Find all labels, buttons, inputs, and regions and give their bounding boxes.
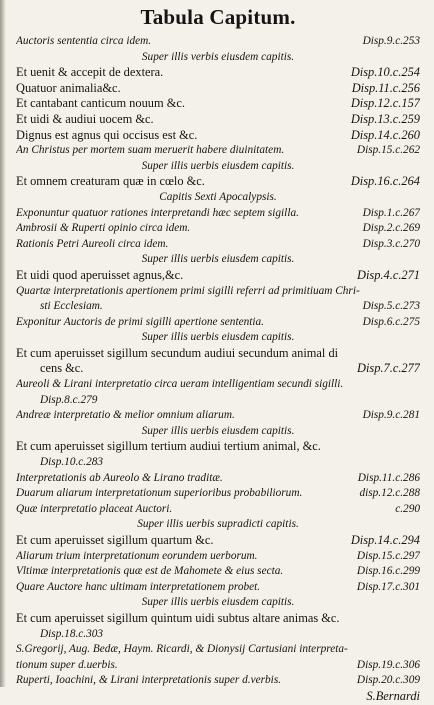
index-entry xyxy=(16,439,420,455)
entry-text: sti Ecclesiam. xyxy=(40,300,103,313)
entry-text: Aureoli & Lirani interpretatio circa ueram intelligentiam secundi sigilli. xyxy=(16,378,344,391)
index-entry xyxy=(16,268,420,284)
entry-reference: Disp.12.c.157 xyxy=(350,96,420,111)
index-entry xyxy=(16,206,420,222)
entry-text: Et uidi quod aperuisset agnus,&c. xyxy=(16,267,184,282)
index-entry xyxy=(16,502,420,518)
entry-reference: Disp.19.c.306 xyxy=(356,658,420,671)
entry-text: Et cum aperuisset sigillum tertium audiui tertium animal, &c. xyxy=(16,439,321,454)
index-entry xyxy=(16,34,420,50)
section-heading xyxy=(16,330,420,346)
entry-reference: Disp.11.c.256 xyxy=(351,80,420,95)
entry-reference: Disp.6.c.275 xyxy=(362,315,420,328)
entry-text: Et cum aperuisset sigillum quartum &c. xyxy=(16,533,214,547)
index-entry xyxy=(16,611,420,627)
index-entry xyxy=(16,580,420,596)
entry-text: cens &c. xyxy=(40,361,84,376)
index-entry xyxy=(16,455,420,471)
entry-text: Quare Auctore hanc ultimam interpretationem probet. xyxy=(16,580,261,593)
section-heading xyxy=(16,252,420,268)
section-heading xyxy=(16,595,420,611)
index-entry xyxy=(16,471,420,487)
entry-reference: Disp.15.c.297 xyxy=(356,549,420,562)
entry-text: Duarum aliarum interpretationum superioribus probabiliorum. xyxy=(16,487,303,500)
entry-reference: Disp.2.c.269 xyxy=(362,222,420,235)
entry-reference: Disp.14.c.260 xyxy=(350,127,420,142)
entry-reference: Disp.16.c.264 xyxy=(350,174,420,189)
entry-text: Et cum aperuisset sigillum secundum audiui secundum animal di xyxy=(16,345,339,360)
index-entry xyxy=(16,627,420,643)
entry-reference: Disp.13.c.259 xyxy=(350,111,420,126)
entry-reference: Disp.15.c.262 xyxy=(356,144,420,157)
index-entry xyxy=(16,377,420,393)
entry-text: Super illis uerbis supradicti capitis. xyxy=(137,518,299,531)
section-heading xyxy=(16,424,420,440)
index-entry xyxy=(16,486,420,502)
entry-text: Super illis uerbis eiusdem capitis. xyxy=(141,331,295,344)
page-title: Tabula Capitum. xyxy=(140,5,296,29)
section-heading xyxy=(16,517,420,533)
entry-text: Exponitur Auctoris de primi sigilli apertione sententia. xyxy=(16,315,264,328)
index-entry xyxy=(16,143,420,159)
index-entry xyxy=(16,65,420,81)
entry-reference: Disp.11.c.286 xyxy=(357,471,420,484)
entry-text: An Christus per mortem suam meruerit habere diuinitatem. xyxy=(16,144,285,157)
entry-text: Disp.18.c.303 xyxy=(40,627,104,640)
index-entry xyxy=(16,112,420,128)
entry-text: Et omnem creaturam quæ in cœlo &c. xyxy=(16,174,205,189)
index-entry xyxy=(16,174,420,190)
entry-text: Super illis verbis eiusdem capitis. xyxy=(141,50,295,63)
index-entry xyxy=(16,361,420,377)
index-entry xyxy=(16,408,420,424)
index-entry xyxy=(16,128,420,144)
entry-text: Dignus est agnus qui occisus est &c. xyxy=(16,127,198,142)
index-entry xyxy=(16,221,420,237)
entry-text: tionum super d.uerbis. xyxy=(16,658,118,671)
entry-text: Et uidi & audiui uocem &c. xyxy=(16,111,154,126)
entry-reference: Disp.17.c.301 xyxy=(356,580,420,593)
index-entry xyxy=(16,284,420,300)
entry-text: Quartæ interpretationis apertionem primi sigilli referri ad primitiuam Chri- xyxy=(16,284,360,297)
entry-reference: Disp.10.c.254 xyxy=(350,65,420,80)
index-entry xyxy=(16,564,420,580)
entry-text: Auctoris sententia circa idem. xyxy=(16,35,152,47)
index-entry xyxy=(16,237,420,253)
entry-text: Super illis uerbis eiusdem capitis. xyxy=(141,159,295,172)
entry-text: Et cantabant canticum nouum &c. xyxy=(16,96,185,111)
entry-reference: Disp.9.c.253 xyxy=(362,35,420,47)
entry-text: Et cum aperuisset sigillum quintum uidi subtus altare animas &c. xyxy=(16,610,340,625)
entry-text: Aliarum trium interpretationum eorundem uerborum. xyxy=(16,549,258,562)
entry-text: Andreæ interpretatio & melior omnium aliarum. xyxy=(16,409,235,422)
section-heading xyxy=(16,159,420,175)
index-entry xyxy=(16,393,420,409)
entry-reference: Disp.9.c.281 xyxy=(362,409,420,422)
index-entry xyxy=(16,658,420,674)
entry-reference: Disp.14.c.294 xyxy=(350,533,420,547)
entry-reference: S.Bernardi xyxy=(366,688,420,703)
index-entry xyxy=(16,642,420,658)
page-gutter-shadow xyxy=(0,0,6,687)
entry-reference: Disp.1.c.267 xyxy=(362,206,420,219)
entry-text: Vltimæ interpretationis quæ est de Mahomete & eius secta. xyxy=(16,565,284,578)
index-entry xyxy=(16,549,420,565)
section-heading xyxy=(16,190,420,206)
entry-text: Super illis uerbis eiusdem capitis. xyxy=(141,424,295,437)
entry-text: Ruperti, Ioachini, & Lirani interpretationis super d.verbis. xyxy=(16,674,282,687)
table-of-chapters xyxy=(16,34,420,705)
entry-reference: Disp.5.c.273 xyxy=(362,300,420,313)
entry-reference: Disp.7.c.277 xyxy=(357,361,420,376)
entry-reference: disp.12.c.288 xyxy=(359,487,420,500)
entry-text: Super illis uerbis eiusdem capitis. xyxy=(141,596,295,609)
entry-text: Quæ interpretatio placeat Auctori. xyxy=(16,502,173,515)
entry-text: Disp.8.c.279 xyxy=(40,393,98,406)
entry-reference: Disp.20.c.309 xyxy=(356,674,420,687)
entry-text: S.Gregorij, Aug. Bedæ, Haym. Ricardi, & Dionysij Cartusiani interpreta- xyxy=(16,643,348,656)
entry-text: Super illis uerbis eiusdem capitis. xyxy=(141,253,295,266)
index-entry xyxy=(16,96,420,112)
index-entry xyxy=(16,689,420,705)
index-entry xyxy=(16,315,420,331)
entry-text: Rationis Petri Aureoli circa idem. xyxy=(16,237,169,250)
index-entry xyxy=(16,81,420,97)
entry-text: Quatuor animalia&c. xyxy=(16,80,121,95)
entry-text: Capitis Sexti Apocalypsis. xyxy=(159,190,277,203)
index-entry xyxy=(16,346,420,362)
entry-text: Et uenit & accepit de dextera. xyxy=(16,65,164,80)
section-heading xyxy=(16,50,420,66)
entry-reference: Disp.16.c.299 xyxy=(356,565,420,578)
entry-reference: c.290 xyxy=(395,502,420,515)
entry-text: Interpretationis ab Aureolo & Lirano traditæ. xyxy=(16,471,223,484)
entry-text: Disp.10.c.283 xyxy=(40,456,104,469)
index-entry xyxy=(16,533,420,549)
entry-reference: Disp.3.c.270 xyxy=(362,237,420,250)
entry-text: Ambrosii & Ruperti opinio circa idem. xyxy=(16,222,191,235)
entry-reference: Disp.4.c.271 xyxy=(357,267,420,282)
entry-text: Exponuntur quatuor rationes interpretandi hæc septem sigilla. xyxy=(16,206,299,219)
index-entry xyxy=(16,299,420,315)
